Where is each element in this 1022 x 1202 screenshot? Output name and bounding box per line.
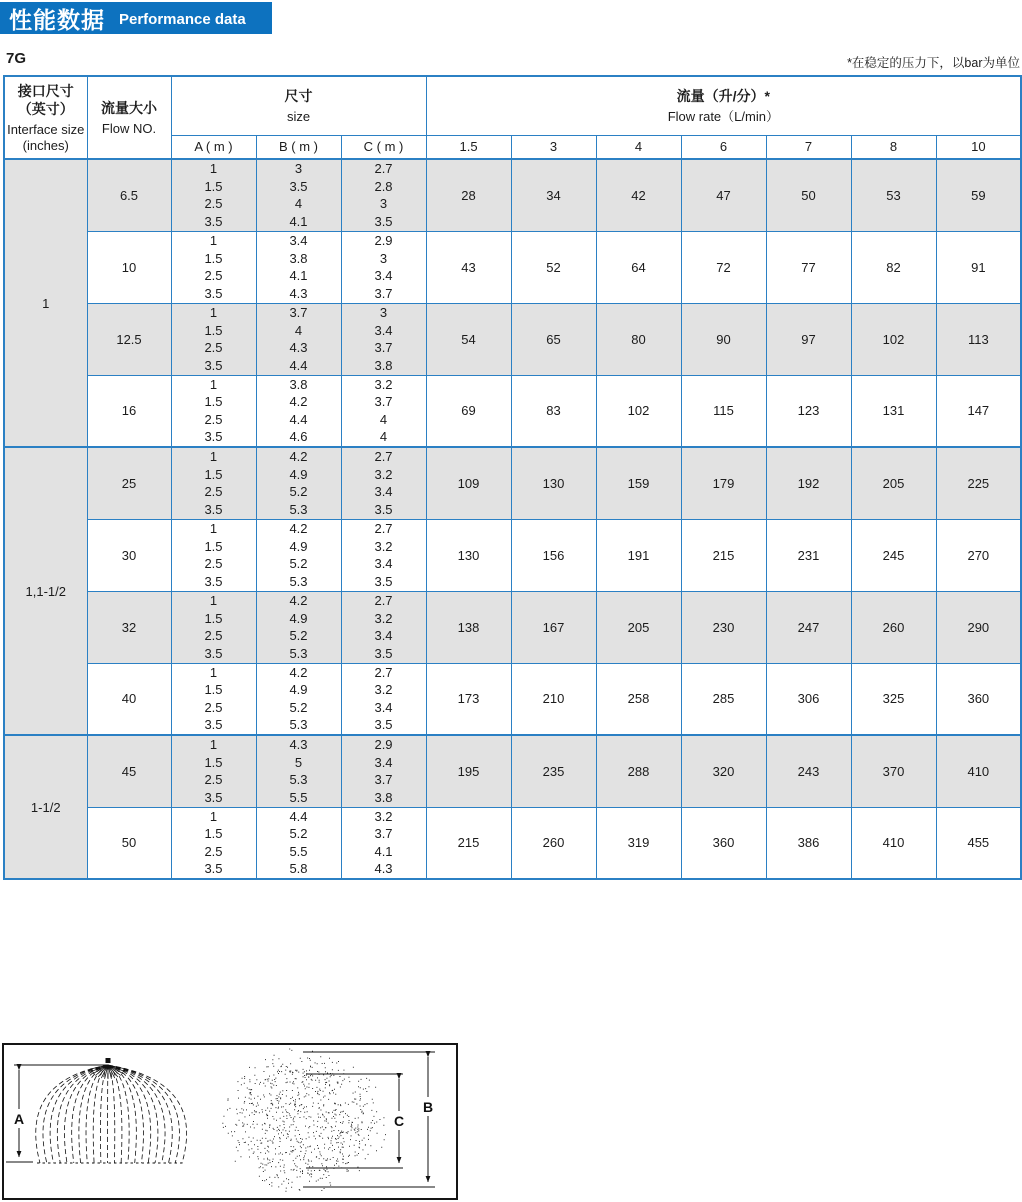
flow-rate-cell: 270 [936,519,1021,591]
nozzle-icon [106,1058,111,1063]
size-c-cell: 3 3.4 3.7 3.8 [341,303,426,375]
flow-rate-header: 流量（升/分）* Flow rate（L/min） [426,76,1021,135]
flow-rate-cell: 215 [681,519,766,591]
flow-rate-cell: 225 [936,447,1021,519]
flow-rate-cell: 97 [766,303,851,375]
flow-rate-cell: 243 [766,735,851,807]
flow-rate-cell: 320 [681,735,766,807]
page-title-en: Performance data [119,11,246,28]
flow-rate-cell: 210 [511,663,596,735]
flow-rate-cell: 205 [851,447,936,519]
flow-rate-cell: 319 [596,807,681,879]
size-c-cell: 2.7 3.2 3.4 3.5 [341,663,426,735]
flow-rate-cell: 52 [511,231,596,303]
flow-rate-cell: 290 [936,591,1021,663]
flow-no-cell: 50 [87,807,171,879]
flow-rate-cell: 77 [766,231,851,303]
flow-rate-cell: 82 [851,231,936,303]
dimension-a-label: A [13,1111,25,1127]
flow-rate-cell: 65 [511,303,596,375]
table-row [4,303,1021,375]
flow-rate-cell: 325 [851,663,936,735]
dimension-c-label: C [393,1113,405,1129]
size-col-header: C ( m ) [341,135,426,159]
flow-no-cell: 45 [87,735,171,807]
flow-rate-cell: 231 [766,519,851,591]
interface-size-header: 接口尺寸 （英寸） Interface size (inches) [4,76,87,159]
spray-footprint-dots [222,1049,386,1191]
size-a-cell: 1 1.5 2.5 3.5 [171,231,256,303]
flow-rate-cell: 205 [596,591,681,663]
flow-rate-cell: 91 [936,231,1021,303]
flow-rate-cell: 258 [596,663,681,735]
interface-size-cell: 1-1/2 [4,735,87,879]
performance-table [3,75,1022,880]
flow-rate-cell: 288 [596,735,681,807]
interface-size-cell: 1 [4,159,87,447]
flow-rate-cell: 115 [681,375,766,447]
flow-rate-cell: 64 [596,231,681,303]
table-row [4,375,1021,447]
flow-rate-cell: 42 [596,159,681,231]
flow-rate-cell: 59 [936,159,1021,231]
flow-rate-cell: 72 [681,231,766,303]
interface-size-cell: 1,1-1/2 [4,447,87,735]
table-row [4,591,1021,663]
table-row [4,231,1021,303]
pressure-col-header: 10 [936,135,1021,159]
flow-rate-cell: 247 [766,591,851,663]
flow-no-cell: 40 [87,663,171,735]
size-b-cell: 3.8 4.2 4.4 4.6 [256,375,341,447]
flow-rate-cell: 386 [766,807,851,879]
flow-rate-cell: 191 [596,519,681,591]
pressure-col-header: 7 [766,135,851,159]
flow-no-cell: 30 [87,519,171,591]
table-row [4,807,1021,879]
size-c-cell: 2.7 2.8 3 3.5 [341,159,426,231]
size-b-cell: 4.4 5.2 5.5 5.8 [256,807,341,879]
size-b-cell: 3.7 4 4.3 4.4 [256,303,341,375]
flow-rate-cell: 360 [936,663,1021,735]
flow-rate-cell: 130 [426,519,511,591]
flow-rate-cell: 130 [511,447,596,519]
flow-rate-cell: 215 [426,807,511,879]
size-b-cell: 4.2 4.9 5.2 5.3 [256,591,341,663]
flow-rate-cell: 83 [511,375,596,447]
size-a-cell: 1 1.5 2.5 3.5 [171,663,256,735]
flow-no-header: 流量大小 Flow NO. [87,76,171,159]
size-c-cell: 2.7 3.2 3.4 3.5 [341,591,426,663]
size-a-cell: 1 1.5 2.5 3.5 [171,447,256,519]
flow-rate-cell: 131 [851,375,936,447]
table-row [4,519,1021,591]
table-row [4,735,1021,807]
size-col-header: B ( m ) [256,135,341,159]
flow-rate-cell: 147 [936,375,1021,447]
table-row [4,663,1021,735]
flow-rate-cell: 156 [511,519,596,591]
size-c-cell: 3.2 3.7 4.1 4.3 [341,807,426,879]
flow-rate-cell: 306 [766,663,851,735]
flow-rate-cell: 245 [851,519,936,591]
table-row [4,159,1021,231]
flow-rate-cell: 455 [936,807,1021,879]
size-a-cell: 1 1.5 2.5 3.5 [171,303,256,375]
flow-rate-cell: 410 [851,807,936,879]
size-c-cell: 2.7 3.2 3.4 3.5 [341,519,426,591]
flow-no-cell: 16 [87,375,171,447]
flow-rate-cell: 34 [511,159,596,231]
size-b-cell: 3.4 3.8 4.1 4.3 [256,231,341,303]
size-b-cell: 3 3.5 4 4.1 [256,159,341,231]
flow-rate-cell: 113 [936,303,1021,375]
flow-rate-cell: 54 [426,303,511,375]
flow-no-cell: 12.5 [87,303,171,375]
flow-rate-cell: 53 [851,159,936,231]
flow-rate-cell: 138 [426,591,511,663]
flow-rate-cell: 167 [511,591,596,663]
size-c-cell: 3.2 3.7 4 4 [341,375,426,447]
flow-rate-cell: 195 [426,735,511,807]
size-b-cell: 4.3 5 5.3 5.5 [256,735,341,807]
flow-rate-cell: 43 [426,231,511,303]
flow-rate-cell: 260 [511,807,596,879]
flow-rate-cell: 69 [426,375,511,447]
size-a-cell: 1 1.5 2.5 3.5 [171,735,256,807]
size-b-cell: 4.2 4.9 5.2 5.3 [256,519,341,591]
flow-rate-cell: 123 [766,375,851,447]
spray-crown [90,1065,126,1079]
size-a-cell: 1 1.5 2.5 3.5 [171,807,256,879]
size-header: 尺寸 size [171,76,426,135]
flow-rate-cell: 235 [511,735,596,807]
flow-rate-cell: 102 [596,375,681,447]
spray-diagram-svg [4,1045,456,1198]
flow-rate-cell: 109 [426,447,511,519]
size-b-cell: 4.2 4.9 5.2 5.3 [256,663,341,735]
spray-arcs [36,1065,187,1163]
flow-no-cell: 32 [87,591,171,663]
pressure-col-header: 4 [596,135,681,159]
flow-no-cell: 25 [87,447,171,519]
flow-rate-cell: 50 [766,159,851,231]
size-b-cell: 4.2 4.9 5.2 5.3 [256,447,341,519]
size-a-cell: 1 1.5 2.5 3.5 [171,591,256,663]
flow-no-cell: 10 [87,231,171,303]
flow-rate-cell: 102 [851,303,936,375]
flow-rate-cell: 28 [426,159,511,231]
flow-no-cell: 6.5 [87,159,171,231]
table-row [4,447,1021,519]
pressure-col-header: 8 [851,135,936,159]
size-c-cell: 2.9 3.4 3.7 3.8 [341,735,426,807]
flow-rate-cell: 370 [851,735,936,807]
size-a-cell: 1 1.5 2.5 3.5 [171,519,256,591]
size-c-cell: 2.9 3 3.4 3.7 [341,231,426,303]
flow-rate-cell: 410 [936,735,1021,807]
pressure-col-header: 6 [681,135,766,159]
size-a-cell: 1 1.5 2.5 3.5 [171,159,256,231]
size-c-cell: 2.7 3.2 3.4 3.5 [341,447,426,519]
flow-rate-cell: 90 [681,303,766,375]
pressure-note: *在稳定的压力下，以bar为单位 [847,56,1020,70]
flow-rate-cell: 159 [596,447,681,519]
flow-rate-cell: 47 [681,159,766,231]
page-title-zh: 性能数据 [9,6,105,33]
model-label: 7G [6,50,27,67]
flow-rate-cell: 80 [596,303,681,375]
size-col-header: A ( m ) [171,135,256,159]
flow-rate-cell: 179 [681,447,766,519]
size-a-cell: 1 1.5 2.5 3.5 [171,375,256,447]
pressure-col-header: 3 [511,135,596,159]
title-banner [0,2,272,34]
flow-rate-cell: 173 [426,663,511,735]
flow-rate-cell: 285 [681,663,766,735]
pressure-col-header: 1.5 [426,135,511,159]
dimension-b-label: B [422,1099,434,1115]
flow-rate-cell: 192 [766,447,851,519]
flow-rate-cell: 230 [681,591,766,663]
spray-diagram [2,1043,458,1200]
flow-rate-cell: 360 [681,807,766,879]
flow-rate-cell: 260 [851,591,936,663]
